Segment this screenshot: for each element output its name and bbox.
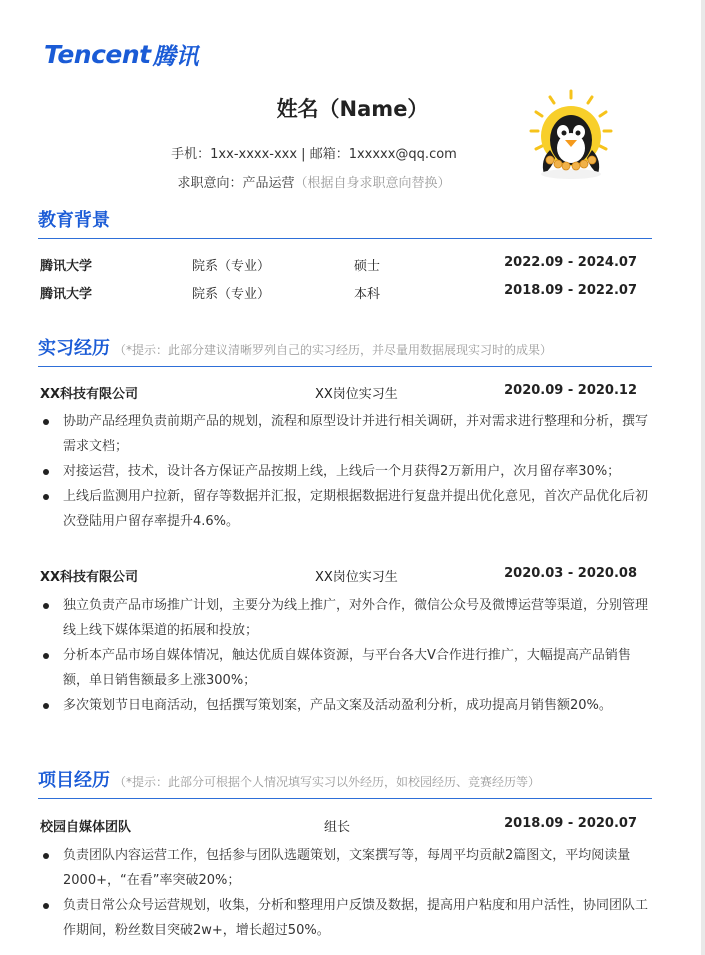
section-divider-internship	[38, 366, 652, 367]
date-range: 2020.03 - 2020.08	[504, 566, 637, 581]
company-name: XX科技有限公司	[40, 570, 139, 585]
department: 院系（专业）	[192, 259, 271, 274]
bullet-text: 负责团队内容运营工作，包括参与团队选题策划，文案撰写等，每周平均贡献2篇图文，平均阅读量2000+，“在看”率突破20%；	[63, 848, 631, 888]
bullet-dot-icon	[43, 603, 49, 609]
education-title: 教育背景	[38, 210, 110, 231]
penguin-sun-avatar-icon	[528, 88, 614, 180]
list-item	[40, 693, 652, 718]
candidate-name: 姓名（Name）	[276, 97, 429, 121]
internship-title: 实习经历	[38, 338, 110, 359]
project-role: 组长	[324, 820, 351, 835]
company-name: XX科技有限公司	[40, 387, 139, 402]
job-role: XX岗位实习生	[315, 570, 398, 585]
projects-hint: （*提示：此部分可根据个人情况填写实习以外经历，如校园经历、竞赛经历等）	[114, 775, 541, 789]
project-bullets	[40, 843, 652, 943]
job-header	[40, 566, 637, 584]
bullet-text: 分析本产品市场自媒体情况，触达优质自媒体资源，与平台各大V合作进行推广，大幅提高产品销售额，单日销售额最多上涨300%；	[63, 648, 631, 688]
logo-text-cn: 腾讯	[152, 44, 199, 70]
bullet-dot-icon	[43, 853, 49, 859]
list-item	[40, 484, 652, 534]
bullet-text: 负责日常公众号运营规划，收集，分析和整理用户反馈及数据，提高用户粘度和用户活性，协同团队工作期间，粉丝数目突破2w+，增长超过50%。	[63, 898, 649, 938]
internship-hint: （*提示：此部分建议清晰罗列自己的实习经历，并尽量用数据展现实习时的成果）	[114, 343, 553, 357]
bullet-text: 多次策划节日电商活动，包括撰写策划案，产品文案及活动盈利分析，成功提高月销售额20%。	[63, 698, 612, 713]
list-item	[40, 593, 652, 643]
job-role: XX岗位实习生	[315, 387, 398, 402]
list-item	[40, 459, 652, 484]
date-range: 2022.09 - 2024.07	[504, 255, 637, 270]
bullet-dot-icon	[43, 419, 49, 425]
job-header	[40, 383, 637, 401]
date-range: 2018.09 - 2022.07	[504, 283, 637, 298]
tencent-logo	[44, 38, 199, 71]
bullet-dot-icon	[43, 703, 49, 709]
degree: 本科	[354, 287, 381, 302]
section-divider-projects	[38, 798, 652, 799]
section-title-internship	[38, 334, 552, 360]
bullet-dot-icon	[43, 469, 49, 475]
date-range: 2020.09 - 2020.12	[504, 383, 637, 398]
school-name: 腾讯大学	[40, 259, 93, 274]
section-title-education	[38, 206, 110, 232]
bullet-text: 对接运营，技术，设计各方保证产品按期上线，上线后一个月获得2万新用户，次月留存率30%；	[63, 464, 621, 479]
projects-title: 项目经历	[38, 770, 110, 791]
bullet-dot-icon	[43, 653, 49, 659]
section-divider-education	[38, 238, 652, 239]
date-range: 2018.09 - 2020.07	[504, 816, 637, 831]
degree: 硕士	[354, 259, 381, 274]
section-title-projects	[38, 766, 540, 792]
education-row	[40, 255, 637, 273]
list-item	[40, 843, 652, 893]
list-item	[40, 643, 652, 693]
bullet-text: 上线后监测用户拉新，留存等数据并汇报，定期根据数据进行复盘并提出优化意见，首次产品优化后初次登陆用户留存率提升4.6%。	[63, 489, 649, 529]
job-intent-label: 求职意向：产品运营	[177, 176, 295, 191]
contact-info: 手机：1xx-xxxx-xxx | 邮箱：1xxxxx@qq.com	[171, 147, 457, 162]
education-row	[40, 283, 637, 301]
project-header	[40, 816, 637, 834]
bullet-dot-icon	[43, 494, 49, 500]
department: 院系（专业）	[192, 287, 271, 302]
project-name: 校园自媒体团队	[40, 820, 132, 835]
bullet-text: 协助产品经理负责前期产品的规划，流程和原型设计并进行相关调研，并对需求进行整理和分析，撰写需求文档；	[63, 414, 649, 454]
list-item	[40, 893, 652, 943]
job-bullets	[40, 409, 652, 534]
page-edge	[701, 0, 705, 955]
list-item	[40, 409, 652, 459]
school-name: 腾讯大学	[40, 287, 93, 302]
bullet-text: 独立负责产品市场推广计划，主要分为线上推广，对外合作，微信公众号及微博运营等渠道，分别管理线上线下媒体渠道的拓展和投放；	[63, 598, 649, 638]
bullet-dot-icon	[43, 903, 49, 909]
job-bullets	[40, 593, 652, 718]
job-intent-hint: （根据自身求职意向替换）	[294, 176, 451, 191]
logo-text-en: Tencent	[44, 40, 151, 69]
